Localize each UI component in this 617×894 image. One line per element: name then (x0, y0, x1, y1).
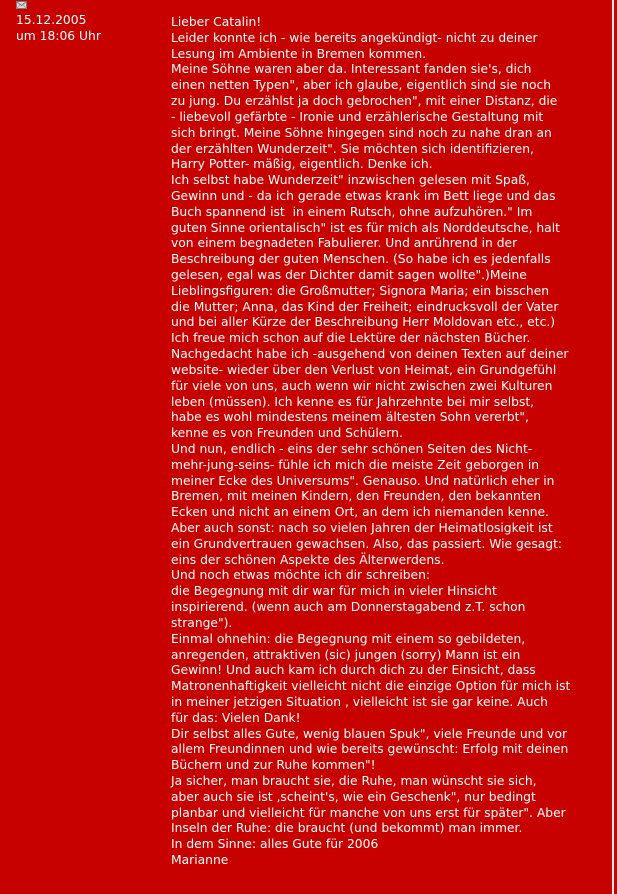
message-line: Einmal ohnehin: die Begegnung mit einem so gebildeten, (171, 631, 526, 646)
message-line: ein Grundvertrauen gewachsen. Also, das passiert. Wie gesagt: (171, 536, 563, 551)
message-line: in meiner jetzigen Situation , vielleicht ist sie gar keine. Auch (171, 694, 548, 709)
message-line: website- wieder über den Verlust von Heimat, ein Grundgefühl (171, 362, 557, 377)
message-line: und bei aller Kürze der Beschreibung Herr Moldovan etc., etc.) (171, 315, 556, 330)
entry-message (171, 15, 611, 869)
message-line: Matronenhaftigkeit vielleicht nicht die einzige Option für mich ist (171, 679, 571, 694)
message-line: leben (müssen). Ich kenne es für Jahrzehnte bei mir selbst, (171, 394, 535, 409)
entry-meta (16, 12, 101, 44)
message-line: einen netten Typen", aber ich glaube, eigentlich sind sie noch (171, 78, 552, 93)
message-line: Aber auch sonst: nach so vielen Jahren der Heimatlosigkeit ist (171, 521, 553, 535)
message-line: Ecken und nicht an einem Ort, an dem ich niemanden kenne. (171, 505, 549, 520)
message-line: für das: Vielen Dank! (171, 710, 301, 725)
message-line: die Begegnung mit dir war für mich in vieler Hinsicht (171, 584, 497, 599)
message-line: planbar und vielleicht für manche von uns erst für später". Aber (171, 805, 566, 820)
message-line: Lesung im Ambiente in Bremen kommen. (171, 46, 427, 61)
message-line: Bremen, mit meinen Kindern, den Freunden, den bekannten (171, 489, 542, 504)
message-line: Meine Söhne waren aber da. Interessant fanden sie's, dich (171, 62, 532, 77)
entry-date: 15.12.2005 (16, 13, 87, 27)
message-line: Beschreibung der guten Menschen. (So habe ich es jedenfalls (171, 252, 551, 267)
message-line: meiner Ecke des Universums". Genauso. Und natürlich eher in (171, 473, 555, 488)
message-line: kenne es von Freunden und Schülern. (171, 426, 403, 441)
message-line: Harry Potter- mäßig, eigentlich. Denke ich. (171, 157, 433, 172)
message-line: - liebevoll gefärbte - Ironie und erzählerische Gestaltung mit (171, 109, 544, 124)
message-line: Büchern und zur Ruhe kommen"! (171, 758, 376, 773)
message-line: Ich selbst habe Wunderzeit" inzwischen gelesen mit Spaß, (171, 173, 530, 188)
message-line: Und nun, endlich - eins der sehr schönen Seiten des Nicht- (171, 441, 533, 456)
message-line: aber auch sie ist ‚scheint's, wie ein Geschenk", nur bedingt (171, 789, 536, 804)
message-line: Nachgedacht habe ich -ausgehend von deinen Texten auf deiner (171, 347, 569, 362)
message-line: Inseln der Ruhe: die braucht (und bekommt) man immer. (171, 821, 523, 836)
message-line: allem Freundinnen und wie bereits gewünscht: Erfolg mit deinen (171, 742, 569, 757)
message-line: In dem Sinne: alles Gute für 2006 (171, 837, 379, 852)
message-line: Buch spannend ist in einem Rutsch, ohne aufzuhören." Im (171, 204, 533, 219)
message-line: Marianne (171, 853, 229, 868)
message-line: Und noch etwas möchte ich dir schreiben: (171, 568, 431, 583)
message-line: anregenden, attraktiven (sic) jungen (sorry) Mann ist ein (171, 647, 521, 662)
envelope-icon[interactable] (16, 1, 27, 9)
message-line: strange"). (171, 615, 233, 630)
message-line: Ich freue mich schon auf die Lektüre der nächsten Bücher. (171, 331, 531, 346)
message-line: für viele von uns, auch wenn wir nicht zwischen zwei Kulturen (171, 378, 553, 393)
message-line: guten Sinne orientalisch" ist es für mich als Norddeutsche, halt (171, 220, 560, 235)
message-line: sich bringt. Meine Söhne hingegen sind noch zu nahe dran an (171, 125, 552, 140)
message-line: mehr-jung-seins- fühle ich mich die meiste Zeit geborgen in (171, 457, 540, 472)
message-line: der erzählten Wunderzeit". Sie möchten sich identifizieren, (171, 141, 534, 156)
message-line: Lieber Catalin! (171, 15, 262, 29)
message-line: eins der schönen Aspekte des Älterwerdens. (171, 552, 445, 567)
message-line: Lieblingsfiguren: die Großmutter; Signora Maria; ein bisschen (171, 283, 550, 298)
message-line: die Mutter; Anna, das Kind der Freiheit; eindrucksvoll der Vater (171, 299, 559, 314)
message-line: gelesen, egal was der Dichter damit sagen wollte".)Meine (171, 268, 527, 282)
message-line: Gewinn! Und auch kam ich durch dich zu der Einsicht, dass (171, 663, 536, 678)
message-line: inspirierend. (wenn auch am Donnerstagabend z.T. schon (171, 600, 526, 615)
message-line: zu jung. Du erzählst ja doch gebrochen", mit einer Distanz, die (171, 94, 558, 109)
message-line: Ja sicher, man braucht sie, die Ruhe, man wünscht sie sich, (171, 774, 537, 788)
message-line: habe es wohl mindestens meinem ältesten Sohn vererbt", (171, 410, 529, 425)
entry-time: um 18:06 Uhr (16, 29, 101, 43)
message-line: Leider konnte ich - wie bereits angekündigt- nicht zu deiner (171, 30, 538, 45)
message-line: Gewinn und - da ich gerade etwas krank im Bett liege und das (171, 188, 556, 203)
message-line: Dir selbst alles Gute, wenig blauen Spuk", viele Freunde und vor (171, 726, 568, 741)
message-line: von einem begnadeten Fabulierer. Und anrührend in der (171, 236, 518, 251)
